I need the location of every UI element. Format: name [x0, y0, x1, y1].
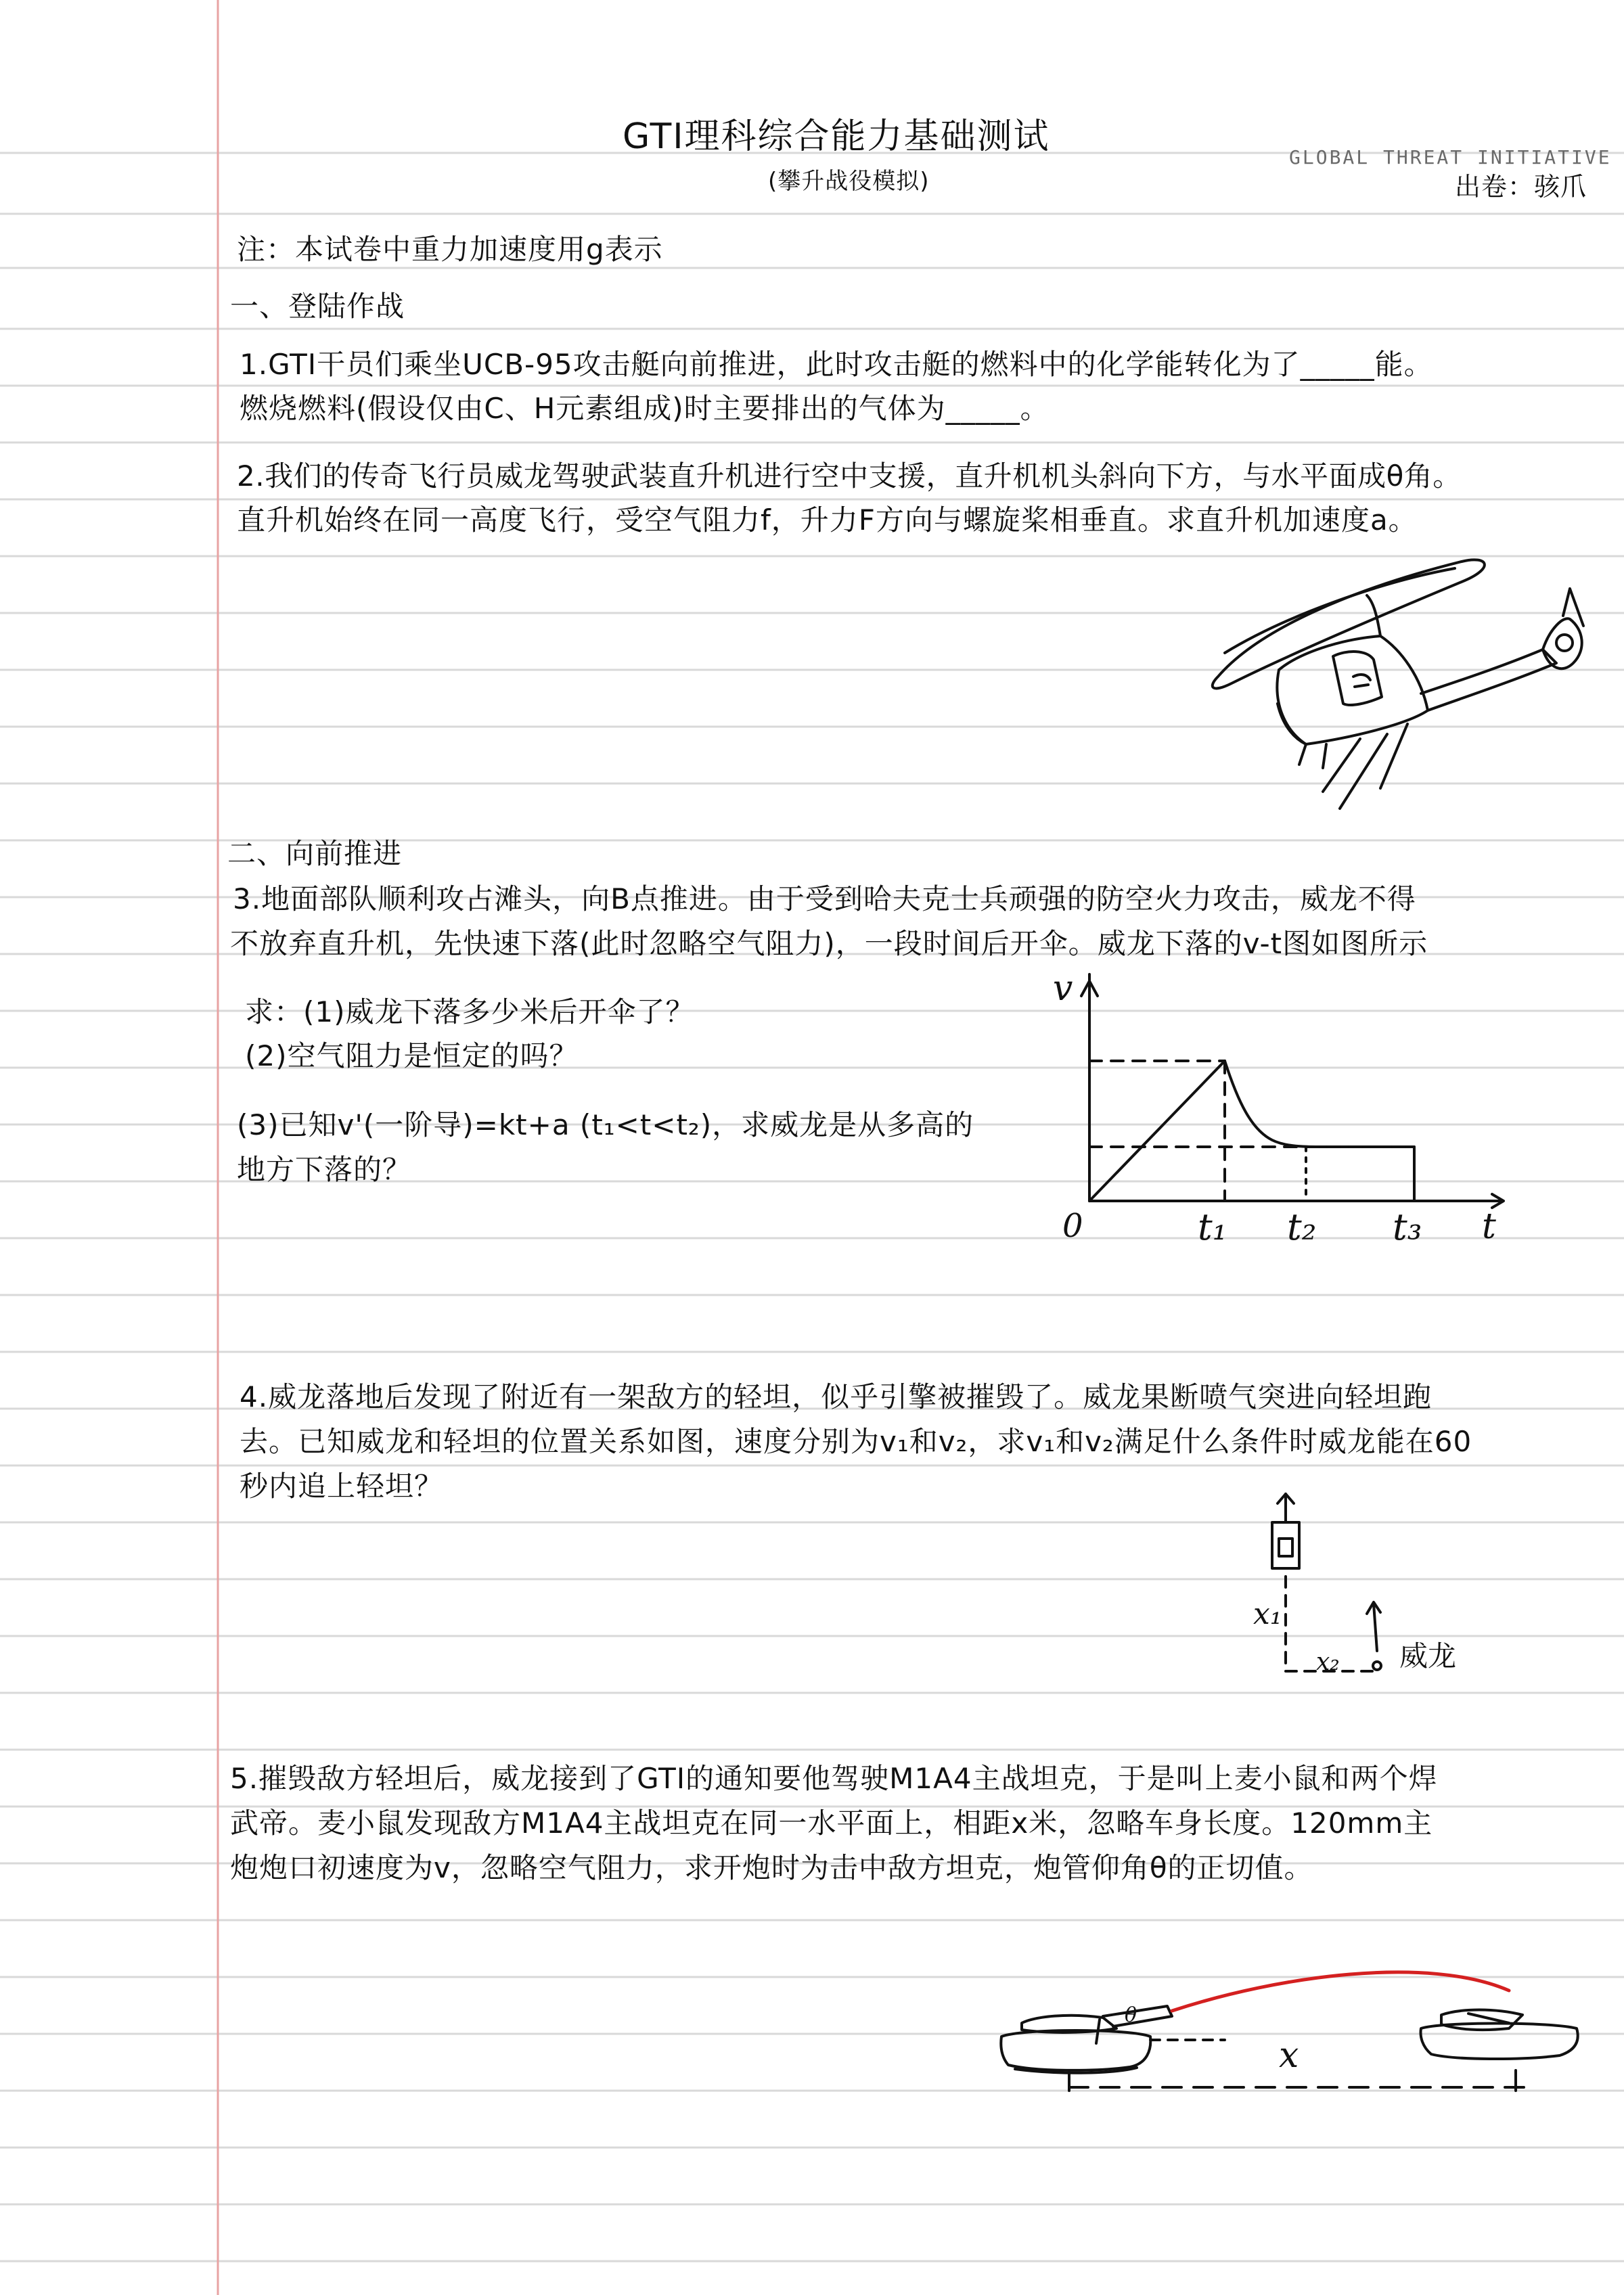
helicopter-sketch	[1204, 541, 1610, 825]
q4-line3: 秒内追上轻坦？	[240, 1470, 444, 1503]
author: 出卷：骇爪	[1455, 172, 1587, 202]
q3-line1: 3.地面部队顺利攻占滩头，向B点推进。由于受到哈夫克士兵顽强的防空火力攻击，威龙不得	[233, 882, 1416, 915]
q4-line2: 去。已知威龙和轻坦的位置关系如图，速度分别为v₁和v₂，求v₁和v₂满足什么条件时威龙能在60	[240, 1425, 1472, 1458]
enemy-tank-icon	[1272, 1522, 1299, 1568]
q1-line1: 1.GTI干员们乘坐UCB-95攻击艇向前推进，此时攻击艇的燃料中的化学能转化为了_____能。	[240, 348, 1433, 381]
q3-part3-line2: 地方下落的？	[237, 1153, 412, 1186]
page-title: GTI理科综合能力基础测试	[623, 116, 1050, 157]
q3-line2: 不放弃直升机，先快速下落(此时忽略空气阻力)，一段时间后开伞。威龙下落的v-t图如图所示	[230, 927, 1428, 960]
origin-label: 0	[1062, 1207, 1083, 1245]
theta-label: θ	[1125, 2003, 1137, 2027]
note: 注：本试卷中重力加速度用g表示	[237, 233, 663, 266]
page-subtitle: (攀升战役模拟)	[768, 168, 930, 195]
vt-rising-line	[1089, 1061, 1225, 1201]
section2-title: 二、向前推进	[227, 837, 403, 870]
x2-label: x₂	[1316, 1648, 1340, 1676]
q5-line2: 武帝。麦小鼠发现敌方M1A4主战坦克在同一水平面上，相距x米，忽略车身长度。120mm主	[230, 1807, 1433, 1840]
q3-part1: 求：(1)威龙下落多少米后开伞了？	[245, 995, 695, 1028]
q1-line2: 燃烧燃料(假设仅由C、H元素组成)时主要排出的气体为_____。	[240, 392, 1050, 425]
q3-part2: (2)空气阻力是恒定的吗？	[245, 1039, 579, 1072]
org-name: GLOBAL THREAT INITIATIVE	[1289, 146, 1612, 168]
vt-graph	[1049, 968, 1522, 1258]
weilong-position-icon	[1373, 1662, 1381, 1670]
distance-label: x	[1279, 2035, 1299, 2076]
t3-label: t₃	[1393, 1206, 1422, 1248]
q3-part3-line1: (3)已知v'(一阶导)=kt+a (t₁<t<t₂)，求威龙是从多高的	[237, 1108, 974, 1141]
v-label: v	[1053, 968, 1073, 1009]
q2-line1: 2.我们的传奇飞行员威龙驾驶武装直升机进行空中支援，直升机机头斜向下方，与水平面成θ角。	[237, 459, 1462, 493]
t1-label: t₁	[1198, 1206, 1227, 1248]
q4-line1: 4.威龙落地后发现了附近有一架敌方的轻坦，似乎引擎被摧毁了。威龙果断喷气突进向轻坦跑	[240, 1380, 1433, 1413]
t2-label: t₂	[1287, 1206, 1317, 1248]
weilong-label: 威龙	[1399, 1639, 1457, 1673]
q2-line2: 直升机始终在同一高度飞行，受空气阻力f，升力F方向与螺旋桨相垂直。求直升机加速度a。	[237, 503, 1418, 537]
tank-position-sketch	[1238, 1489, 1457, 1691]
vt-decay-curve	[1225, 1061, 1414, 1147]
shell-trajectory	[1172, 1972, 1509, 2011]
t-label: t	[1482, 1206, 1496, 1247]
x1-label: x₁	[1253, 1597, 1282, 1631]
tank-duel-sketch	[995, 1949, 1590, 2104]
q5-line3: 炮炮口初速度为v，忽略空气阻力，求开炮时为击中敌方坦克，炮管仰角θ的正切值。	[230, 1851, 1313, 1884]
q5-line1: 5.摧毁敌方轻坦后，威龙接到了GTI的通知要他驾驶M1A4主战坦克，于是叫上麦小鼠和两个焊	[230, 1762, 1438, 1795]
enemy-tank-icon	[1441, 2010, 1522, 2030]
section1-title: 一、登陆作战	[230, 290, 405, 323]
